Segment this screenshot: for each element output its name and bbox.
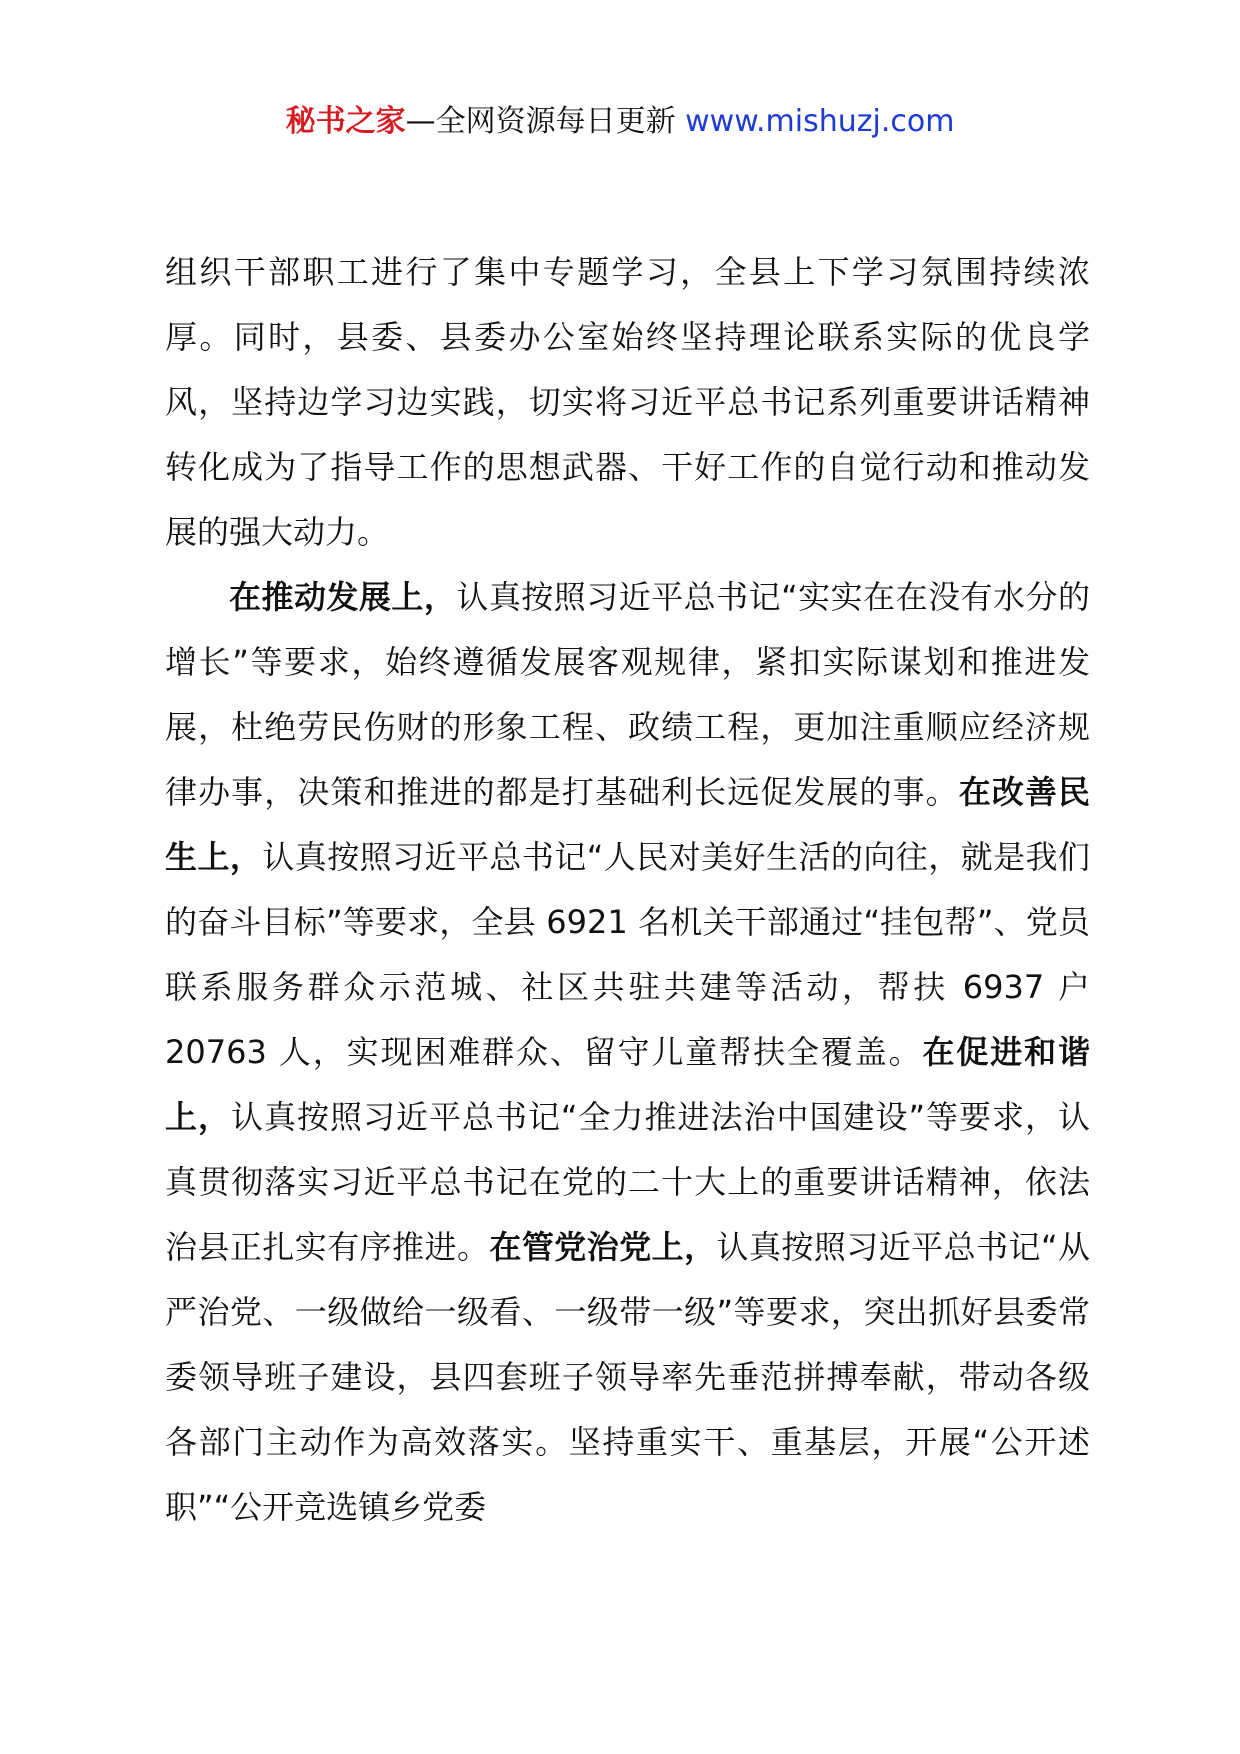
section-heading-livelihood: 在改善民生上，: [165, 773, 1090, 876]
section-text-harmony: 认真按照习近平总书记“全力推进法治中国建设”等要求，认真贯彻落实习近平总书记在党的二十大上的重要讲话精神，依法治县正扎实有序推进。: [165, 1098, 1090, 1266]
header-url-link[interactable]: www.mishuzj.com: [685, 104, 955, 139]
section-heading-harmony: 在促进和谐上，: [165, 1033, 1090, 1136]
paragraph-1: 组织干部职工进行了集中专题学习，全县上下学习氛围持续浓厚。同时，县委、县委办公室始终坚持理论联系实际的优良学风，坚持边学习边实践，切实将习近平总书记系列重要讲话精神转化成为了指导工作的思想武器、干好工作的自觉行动和推动发展的强大动力。: [165, 253, 1090, 551]
paragraph-2: [165, 565, 1090, 1540]
section-heading-development: 在推动发展上，: [229, 578, 457, 616]
section-text-development: 认真按照习近平总书记“实实在在没有水分的增长”等要求，始终遵循发展客观规律，紧扣实际谋划和推进发展，杜绝劳民伤财的形象工程、政绩工程，更加注重顺应经济规律办事，决策和推进的都是打基础利长远促发展的事。: [165, 578, 1090, 811]
document-body: [165, 240, 1090, 1540]
section-text-livelihood: 认真按照习近平总书记“人民对美好生活的向往，就是我们的奋斗目标”等要求，全县 6921 名机关干部通过“挂包帮”、党员联系服务群众示范城、社区共驻共建等活动，帮扶 6937 户 20763 人，实现困难群众、留守儿童帮扶全覆盖。: [165, 838, 1090, 1071]
section-heading-party-governance: 在管党治党上，: [489, 1228, 717, 1266]
section-text-party-governance: 认真按照习近平总书记“从严治党、一级做给一级看、一级带一级”等要求，突出抓好县委常委领导班子建设，县四套班子领导率先垂范拼搏奉献，带动各级各部门主动作为高效落实。坚持重实干、重基层，开展“公开述职”“公开竞选镇乡党委: [165, 1228, 1090, 1526]
header-brand: 秘书之家: [285, 104, 406, 139]
page-header: [0, 100, 1240, 144]
header-slogan: —全网资源每日更新: [405, 104, 676, 139]
